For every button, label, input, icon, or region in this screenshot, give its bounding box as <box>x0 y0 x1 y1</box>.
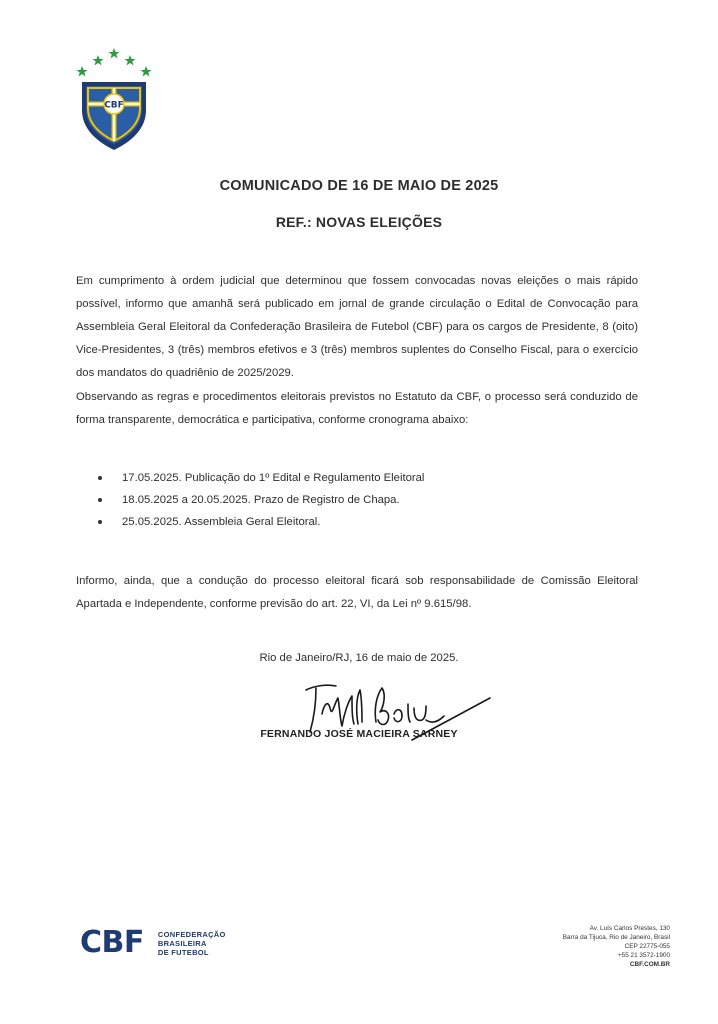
list-item <box>96 511 424 533</box>
footer-address <box>563 924 670 969</box>
bullet-icon <box>98 498 102 502</box>
document-reference: REF.: NOVAS ELEIÇÕES <box>275 214 443 230</box>
paragraph-2: Observando as regras e procedimentos eleitorais previstos no Estatuto da CBF, o processo será conduzido de forma transparente, democrática e participativa, conforme cronograma abaixo: <box>76 391 638 426</box>
footer-logo <box>80 926 226 960</box>
address-line: +55 21 3572-1900 <box>617 952 670 959</box>
stars-icon <box>77 48 152 77</box>
signer-name: FERNANDO JOSÉ MACIEIRA SARNEY <box>260 728 458 740</box>
paragraph-3: Informo, ainda, que a condução do processo eleitoral ficará sob responsabilidade de Comissão Eleitoral Apartada e Independente, conforme previsão do art. 22, VI, da Lei nº 9.615/98. <box>76 575 638 610</box>
cbf-crest-logo <box>74 44 154 154</box>
list-item <box>96 489 424 511</box>
schedule-item-text: 25.05.2025. Assembleia Geral Eleitoral. <box>122 516 321 528</box>
footer-logo-word: CBF <box>80 925 144 960</box>
website-link[interactable]: CBF.COM.BR <box>629 961 670 968</box>
paragraph-1: Em cumprimento à ordem judicial que determinou que fossem convocadas novas eleições o mais rápido possível, informo que amanhã será publicado em jornal de grande circulação o Edital de Convocação para Assembleia Geral Eleitoral da Confederação Brasileira de Futebol (CBF) para os cargos de Presidente, 8 (oito) Vice-Presidentes, 3 (três) membros efetivos e 3 (três) membros suplentes do Conselho Fiscal, para o exercício dos mandatos do quadriênio de 2025/2029. <box>76 275 638 379</box>
footer-logo-line: BRASILEIRA <box>157 938 207 948</box>
bullet-icon <box>98 476 102 480</box>
document-title: COMUNICADO DE 16 DE MAIO DE 2025 <box>219 178 499 194</box>
address-line: Av. Luís Carlos Prestes, 130 <box>589 925 670 932</box>
footer-logo-line: DE FUTEBOL <box>157 947 209 957</box>
list-item <box>96 467 424 489</box>
address-line: Barra da Tijuca, Rio de Janeiro, Brasil <box>562 934 670 941</box>
schedule-list <box>96 467 424 533</box>
crest-logo-text: CBF <box>104 100 124 111</box>
dateline: Rio de Janeiro/RJ, 16 de maio de 2025. <box>259 652 459 664</box>
schedule-item-text: 18.05.2025 a 20.05.2025. Prazo de Registro de Chapa. <box>122 494 400 506</box>
footer-logo-line: CONFEDERAÇÃO <box>157 929 226 939</box>
bullet-icon <box>98 520 102 524</box>
footer-logo-fullname <box>158 930 226 957</box>
address-line: CEP 22775-055 <box>624 943 670 950</box>
schedule-item-text: 17.05.2025. Publicação do 1º Edital e Regulamento Eleitoral <box>122 472 425 484</box>
